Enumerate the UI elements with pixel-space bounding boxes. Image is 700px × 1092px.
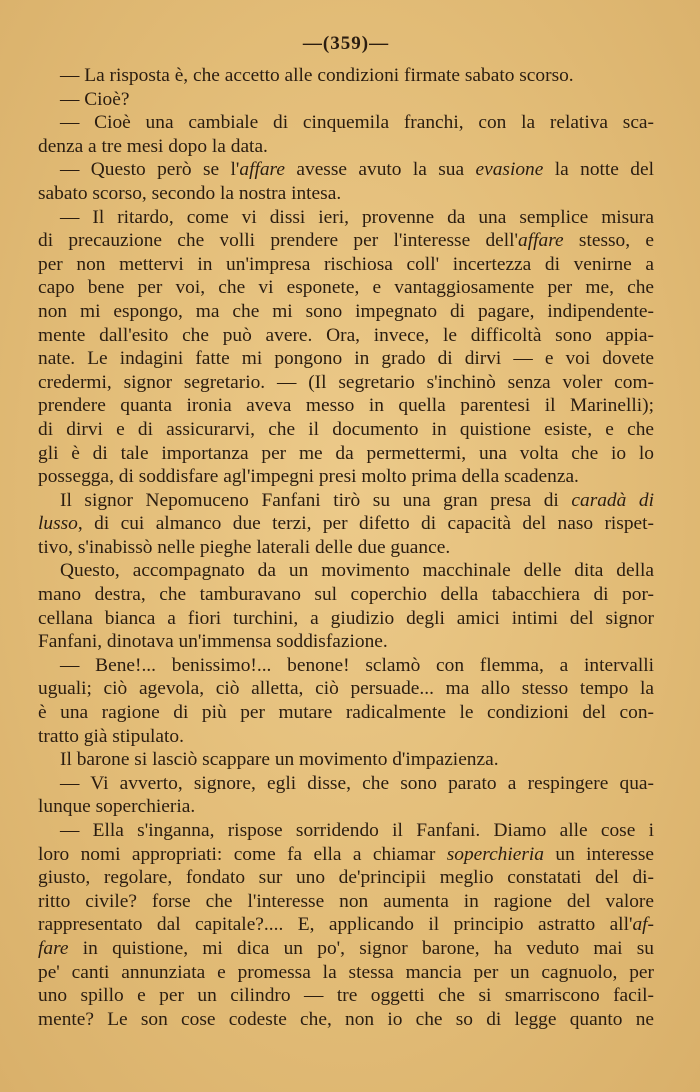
text-line: per non mettervi in un'impresa rischiosa coll' incertezza di venirne a [38,253,654,275]
text-line: sabato scorso, secondo la nostra intesa. [38,182,342,204]
text-line: credermi, signor segretario. — (Il segretario s'inchinò senza voler com- [38,371,654,393]
text-line: Il barone si lasciò scappare un movimento d'impazienza. [60,749,499,771]
text-line: prendere quanta ironia aveva messo in quella parentesi il Marinelli); [38,395,654,417]
page-number: —(359)— [302,33,390,54]
text-line: loro nomi appropriati: come fa ella a chiamar soperchieria un interesse [38,843,654,865]
text-line: rappresentato dal capitale?.... E, applicando il principio astratto all'af- [38,914,654,936]
text-line: uguali; ciò agevola, ciò alletta, ciò persuade... ma allo stesso tempo la [38,678,654,700]
text-line: pe' canti annunziata e promessa la stessa mancia per un cagnuolo, per [38,961,654,983]
text-line: tivo, s'inabissò nelle pieghe laterali delle due guance. [38,536,451,558]
text-line: uno spillo e per un cilindro — tre oggetti che si smarriscono facil- [38,985,654,1007]
text-line: tratto già stipulato. [38,725,184,747]
text-line: di precauzione che volli prendere per l'interesse dell'affare stesso, e [38,230,654,252]
text-line: — Vi avverto, signore, egli disse, che sono parato a respingere qua- [60,772,654,794]
text-line: Il signor Nepomuceno Fanfani tirò su una gran presa di caradà di [60,489,654,511]
text-line: nate. Le indagini fatte mi pongono in grado di dirvi — e voi dovete [38,348,654,370]
text-line: — Il ritardo, come vi dissi ieri, provenne da una semplice misura [60,206,654,228]
text-line: di dirvi e di assicurarvi, che il documento in quistione esiste, e che [38,418,654,440]
text-line: — La risposta è, che accetto alle condizioni firmate sabato scorso. [60,65,574,86]
text-line: Fanfani, dinotava un'immensa soddisfazione. [38,631,388,653]
text-line: — Ella s'inganna, rispose sorridendo il Fanfani. Diamo alle cose i [60,820,654,841]
page-text [38,64,654,1031]
text-line: cellana bianca a fiori turchini, a giudizio degli amici intimi del signor [38,607,654,629]
text-line: mano destra, che tamburavano sul coperchio della tabacchiera di por- [38,584,654,606]
text-line: denza a tre mesi dopo la data. [38,135,268,157]
text-line: giusto, regolare, fondato sur uno de'principii meglio constatati del di- [38,867,654,889]
text-line: Questo, accompagnato da un movimento macchinale delle dita della [60,560,654,582]
text-line: lusso, di cui almanco due terzi, per difetto di capacità del naso rispet- [38,513,654,535]
text-line: fare in quistione, mi dica un po', signor barone, ha veduto mai su [38,937,654,959]
text-line: mente dall'esito che può avere. Ora, invece, le difficoltà sono appia- [38,324,654,346]
text-line: non mi espongo, ma che mi sono impegnato di pagare, indipendente- [38,300,654,322]
text-line: gli è di tale importanza per me da permettermi, una volta che io lo [38,442,654,464]
text-line: lunque soperchieria. [38,796,196,818]
text-line: mente? Le son cose codeste che, non io che so di legge quanto ne [38,1008,654,1030]
text-line: possegga, di soddisfare agl'impegni presi molto prima della scadenza. [38,466,579,488]
text-line: ritto civile? forse che l'interesse non aumenta in ragione del valore [38,890,654,912]
text-line: — Cioè una cambiale di cinquemila franchi, con la relativa sca- [60,112,654,134]
text-line: — Questo però se l'affare avesse avuto la sua evasione la notte del [60,159,654,181]
text-line: è una ragione di più per mutare radicalmente le condizioni del con- [38,702,654,724]
text-line: capo bene per voi, che vi esponete, e vantaggiosamente per me, che [38,277,654,299]
text-line: — Bene!... benissimo!... benone! sclamò con flemma, a intervalli [60,654,654,676]
text-line: — Cioè? [60,88,130,110]
